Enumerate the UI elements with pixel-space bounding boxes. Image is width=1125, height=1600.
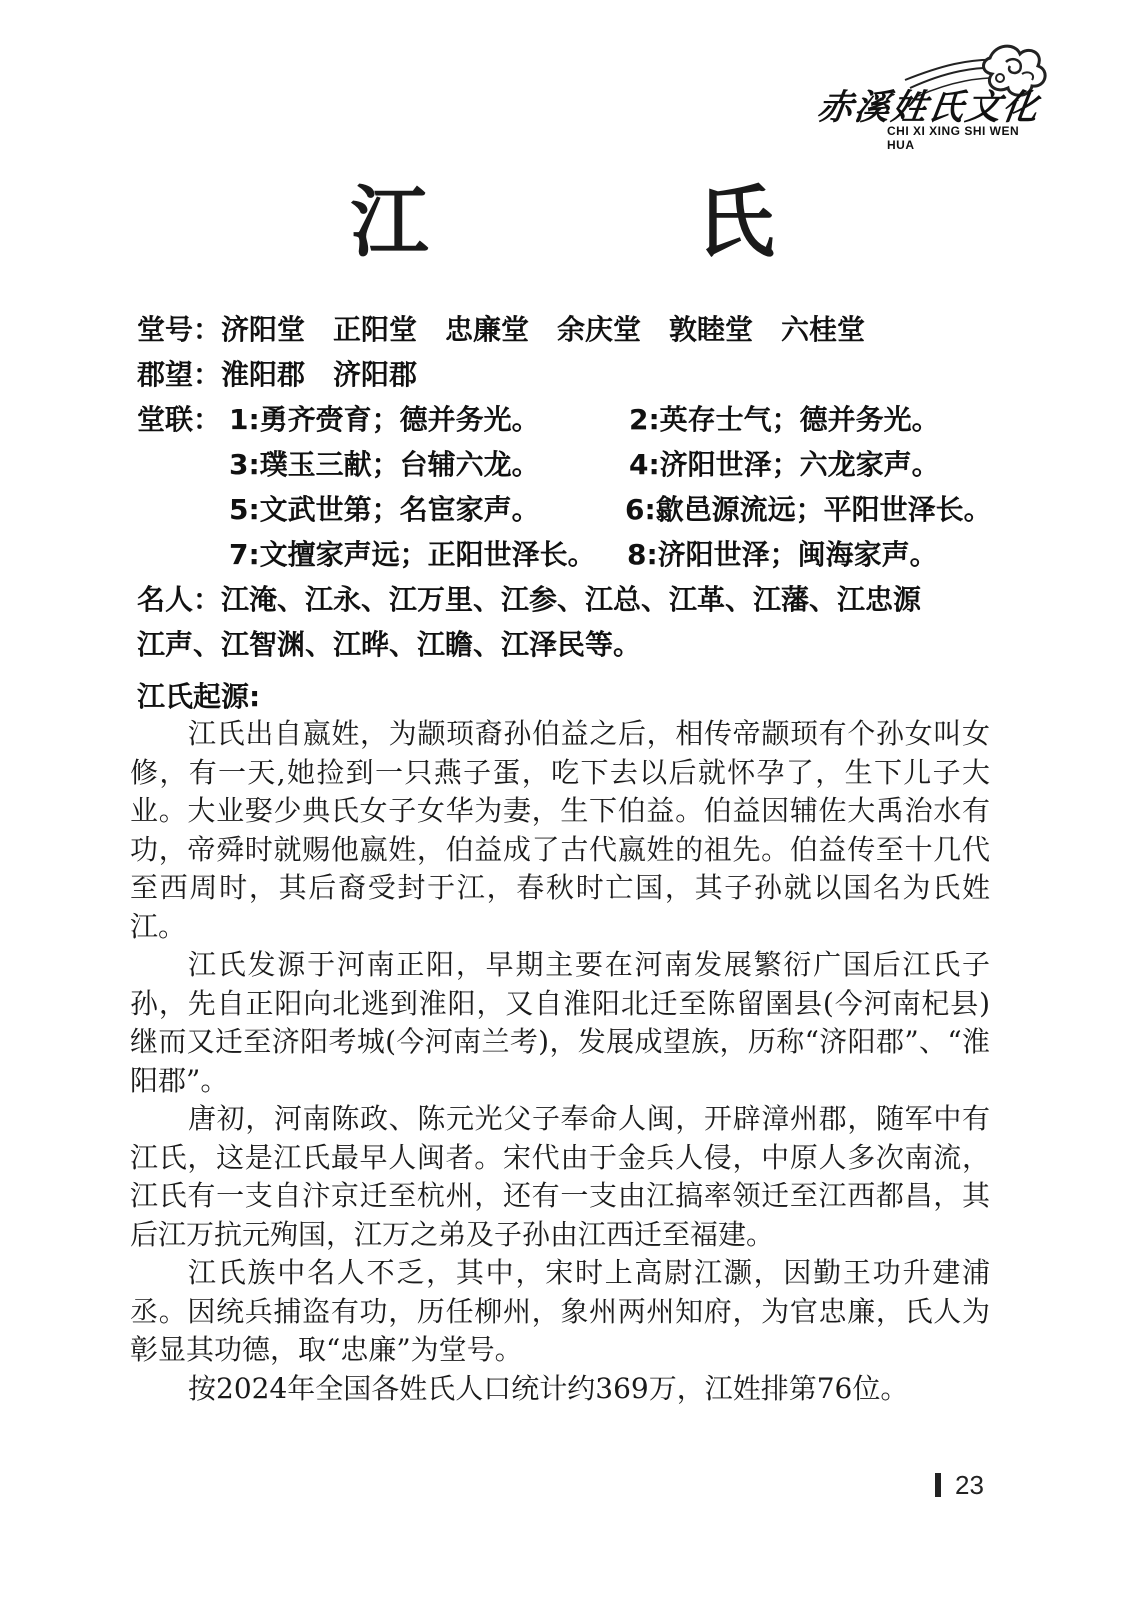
couplet-1: 1:勇齐赍育；德并务光。 <box>229 403 540 436</box>
origin-heading: 江氏起源: <box>137 680 261 713</box>
couplet-5: 5:文武世第；名宦家声。 <box>229 493 540 526</box>
tanglian-label: 堂联： <box>137 403 222 436</box>
couplet-3: 3:璞玉三献；台辅六龙。 <box>229 448 540 481</box>
couplet-8: 8:济阳世泽；闽海家声。 <box>627 538 938 571</box>
couplet-4: 4:济阳世泽；六龙家声。 <box>629 448 940 481</box>
logo-pinyin: CHI XI XING SHI WEN HUA <box>887 124 1020 152</box>
logo-text: 赤溪姓氏文化 <box>814 87 1043 128</box>
page-marker-bar <box>935 1473 941 1497</box>
mingren-row <box>137 578 921 618</box>
page-number-text: 23 <box>955 1470 984 1500</box>
junwang-row <box>137 353 417 393</box>
paragraph-5: 按2024年全国各姓氏人口统计约369万，江姓排第76位。 <box>188 1371 909 1405</box>
junwang-value: 淮阳郡 济阳郡 <box>221 358 418 391</box>
paragraph-1: 江氏出自嬴姓，为颛顼裔孙伯益之后，相传帝颛顼有个孙女叫女修，有一天,她捡到一只燕子蛋，吃下去以后就怀孕了，生下儿子大业。大业娶少典氏女子女华为妻，生下伯益。伯益因辅佐大禹治水有功，帝舜时就赐他嬴姓，伯益成了古代嬴姓的祖先。伯益传至十几代至西周时，其后裔受封于江，春秋时亡国，其子孙就以国名为氏姓江。 <box>130 717 990 943</box>
paragraph-3: 唐初，河南陈政、陈元光父子奉命人闽，开辟漳州郡，随军中有江氏，这是江氏最早人闽者。宋代由于金兵人侵，中原人多次南流，江氏有一支自汴京迁至杭州，还有一支由江搞率领迁至江西都昌，其后江万抗元殉国，江万之弟及子孙由江西迁至福建。 <box>130 1102 990 1251</box>
tanghao-row <box>137 308 865 348</box>
couplet-6: 6:歙邑源流远；平阳世泽长。 <box>625 493 992 526</box>
tanghao-label: 堂号： <box>137 313 222 346</box>
junwang-label: 郡望： <box>137 358 222 391</box>
couplet-7: 7:文擅家声远；正阳世泽长。 <box>229 538 596 571</box>
tanglian-row <box>137 398 221 438</box>
mingren-line-1: 江淹、江永、江万里、江参、江总、江革、江藩、江忠源 <box>221 583 922 616</box>
paragraph-4: 江氏族中名人不乏，其中，宋时上高尉江灏，因勤王功升建浦丞。因统兵捕盗有功，历任柳州，象州两州知府，为官忠廉，氏人为彰显其功德，取“忠廉”为堂号。 <box>130 1256 990 1366</box>
page-number <box>935 1470 984 1501</box>
page-title: 江 氏 <box>350 177 870 268</box>
tanghao-value: 济阳堂 正阳堂 忠廉堂 余庆堂 敦睦堂 六桂堂 <box>221 313 866 346</box>
mingren-label: 名人： <box>137 583 222 616</box>
paragraph-2: 江氏发源于河南正阳，早期主要在河南发展繁衍广国后江氏子孙，先自正阳向北逃到淮阳，又自淮阳北迁至陈留圉县(今河南杞县)继而又迁至济阳考城(今河南兰考)，发展成望族，历称“济阳郡”、“淮阳郡”。 <box>130 948 990 1097</box>
couplet-2: 2:英存士气；德并务光。 <box>629 403 940 436</box>
header-logo <box>800 38 1050 152</box>
origin-body <box>130 715 990 1408</box>
mingren-line-2: 江声、江智渊、江晔、江瞻、江泽民等。 <box>137 628 642 661</box>
